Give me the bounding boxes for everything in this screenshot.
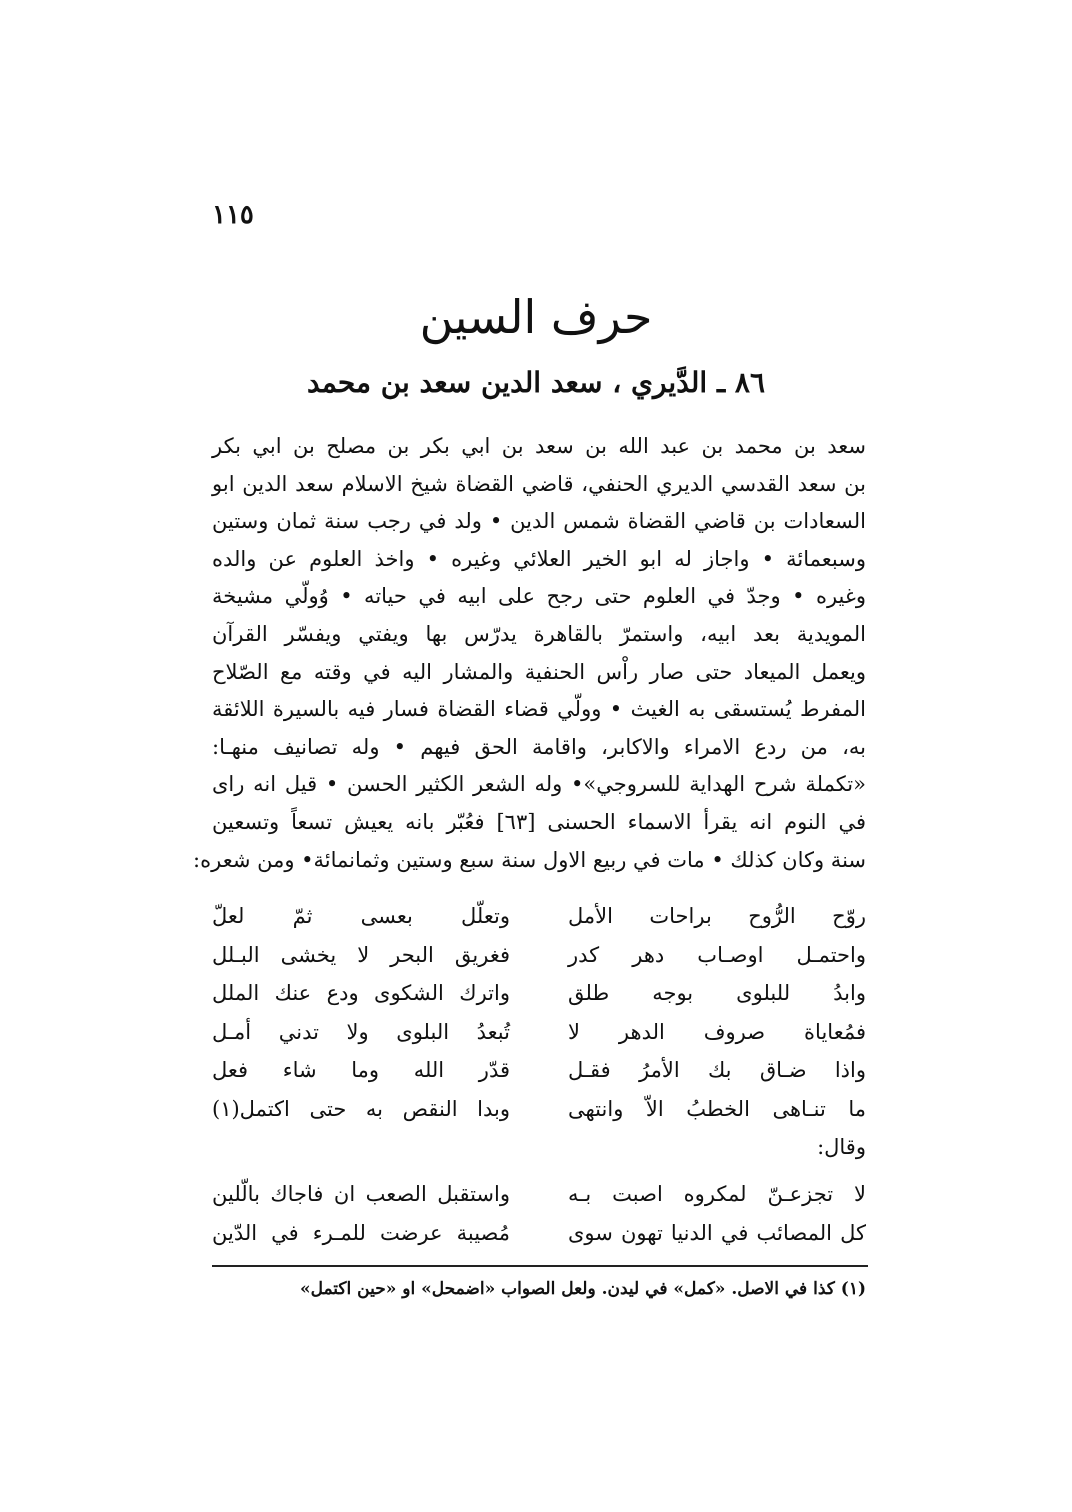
footnote-divider [212,1265,868,1267]
text-line: المويدية بعد ابيه، واستمرّ بالقاهرة يدرّس بها ويفتي ويفسّر القرآن [212,621,866,646]
text-line: سنة وكان كذلك • مات في ربيع الاول سنة سبع وستين وثمانمائة• ومن شعره: [193,847,866,872]
verse-second-hemistich: قدّر الله وما شاء فعل [212,1058,510,1082]
verse [212,1013,866,1052]
verse-first-hemistich: كل المصائب في الدنيا تهون سوى [568,1220,866,1245]
text-line: السعادات بن قاضي القضاة شمس الدين • ولد في رجب سنة ثمان وستين [212,509,866,534]
poem-intro: وقال: [817,1135,866,1159]
text-line: «تكملة شرح الهداية للسروجي»• وله الشعر الكثير الحسن • قيل انه راى [212,772,866,797]
text-line: بن سعد القدسي الديري الحنفي، قاضي القضاة شيخ الاسلام سعد الدين ابو [212,471,866,496]
verse-second-hemistich: واترك الشكوى ودع عنك الملل [212,981,510,1005]
verse-second-hemistich: وتعلّل بعسى ثمّ لعلّ [212,904,510,928]
text-line: في النوم انه يقرأ الاسماء الحسنى [٦٣] فعُبّر بانه يعيش تسعاً وتسعين [212,809,866,834]
page-number: ١١٥ [212,200,254,230]
chapter-title: حرف السين [419,290,653,344]
poem-second [212,1175,866,1252]
biography-text [193,428,866,879]
verse [212,1090,866,1129]
poem-first [212,897,866,1128]
footnote: (١) كذا في الاصل. «كمل» في ليدن. ولعل الصواب «اضمحل» او «حين اكتمل» [299,1279,866,1299]
text-line: ويعمل الميعاد حتى صار راْس الحنفية والمشار اليه في وقته مع الصّلاح [212,659,866,684]
verse-first-hemistich: فمُعاياة صروف الدهر لا [568,1019,866,1044]
verse-first-hemistich: لا تجزعـنّ لمكروه اصبت بـه [568,1182,866,1206]
verse [212,974,866,1013]
verse-first-hemistich: واذا ضـاق بك الأمرُ فقـل [568,1058,866,1082]
verse-second-hemistich: مُصيبة عرضت للمـرء في الدّين [212,1220,510,1245]
text-line: المفرط يُستسقى به الغيث • وولّي قضاء القضاة فسار فيه بالسيرة اللائقة [212,697,866,722]
verse-first-hemistich: واحتمـل اوصـاب دهر كدر [568,942,866,967]
verse [212,1175,866,1214]
entry-heading: ٨٦ ـ الدَّيري ، سعد الدين سعد بن محمد [307,366,765,399]
verse-second-hemistich: فغريق البحر لا يخشى البـلل [212,942,510,967]
verse [212,897,866,936]
text-line: سعد بن محمد بن عبد الله بن سعد بن ابي بكر بن مصلح بن ابي بكر [212,434,866,458]
text-line: وسبعمائة • واجاز له ابو الخير العلائي وغيره • واخذ العلوم عن والده [212,546,866,571]
verse-first-hemistich: وابدُ للبلوى بوجه طلق [568,981,866,1005]
verse-second-hemistich: تُبعدُ البلوى ولا تدني أمـل [212,1019,510,1044]
verse [212,936,866,975]
verse-first-hemistich: ما تنـاهى الخطبُ الاّ وانتهى [568,1096,866,1121]
verse-first-hemistich: روّح الرُّوح براحات الأمل [568,904,866,928]
text-line: وغيره • وجدّ في العلوم حتى رجح على ابيه في حياته • وُولّي مشيخة [212,584,866,609]
text-line: به، من ردع الامراء والاكابر، واقامة الحق فيهم • وله تصانيف منهـا: [212,734,866,759]
verse-second-hemistich: وبدا النقص به حتى اكتمل(١) [212,1096,510,1121]
verse [212,1214,866,1253]
verse-second-hemistich: واستقبل الصعب ان فاجاك بالّلين [212,1182,510,1206]
verse [212,1051,866,1090]
